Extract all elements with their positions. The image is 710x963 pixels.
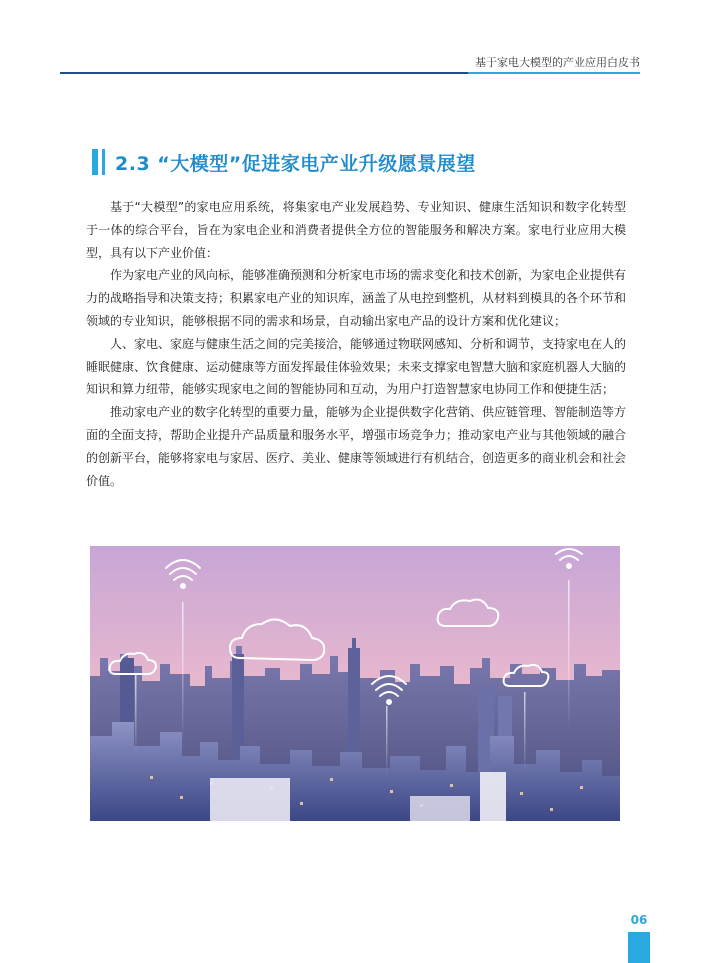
paragraph: 推动家电产业的数字化转型的重要力量，能够为企业提供数字化营销、供应链管理、智能制造等方面的全面支持，帮助企业提升产品质量和服务水平，增强市场竞争力；推动家电产业与其他领域的融合的创新平台，能够将家电与家居、医疗、美业、健康等领域进行有机结合，创造更多的商业机会和社会价值。 bbox=[86, 405, 627, 488]
heading-marker-thick bbox=[92, 149, 98, 175]
header-rule-dark bbox=[60, 72, 468, 74]
city-skyline-image bbox=[90, 546, 620, 821]
paragraph: 人、家电、家庭与健康生活之间的完美接洽，能够通过物联网感知、分析和调节，支持家电在人的睡眠健康、饮食健康、运动健康等方面发挥最佳体验效果；未来支撑家电智慧大脑和家庭机器人大脑的知识和算力纽带，能够实现家电之间的智能协同和互动，为用户打造智慧家电协同工作和便捷生活； bbox=[86, 336, 627, 397]
section-heading bbox=[92, 148, 476, 176]
page-number: 06 bbox=[630, 913, 648, 927]
body-text bbox=[86, 196, 626, 492]
heading-marker-thin bbox=[102, 149, 105, 175]
running-title: 基于家电大模型的产业应用白皮书 bbox=[475, 56, 640, 69]
paragraph: 作为家电产业的风向标，能够准确预测和分析家电市场的需求变化和技术创新，为家电企业提供有力的战略指导和决策支持；积累家电产业的知识库，涵盖了从电控到整机，从材料到模具的各个环节和领域的专业知识，能够根据不同的需求和场景，自动输出家电产品的设计方案和优化建议； bbox=[86, 268, 627, 328]
section-heading-text: 2.3 “大模型”促进家电产业升级愿景展望 bbox=[115, 152, 476, 175]
page-tab bbox=[628, 932, 650, 963]
header-rule-accent bbox=[468, 72, 640, 74]
paragraph: 基于“大模型”的家电应用系统，将集家电产业发展趋势、专业知识、健康生活知识和数字化转型于一体的综合平台，旨在为家电企业和消费者提供全方位的智能服务和解决方案。家电行业应用大模型，具有以下产业价值： bbox=[86, 200, 626, 260]
